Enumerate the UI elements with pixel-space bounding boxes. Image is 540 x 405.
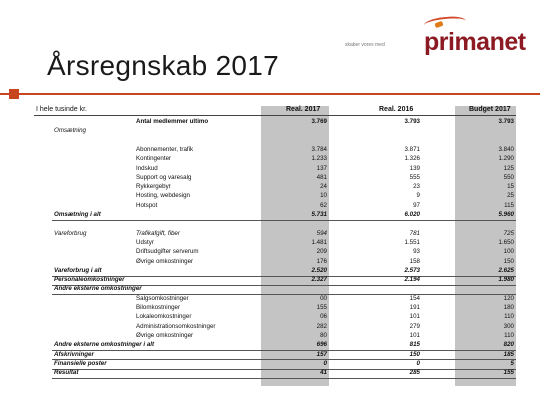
cell-budget-2017: 155: [503, 369, 514, 377]
table-row: [34, 155, 516, 164]
cell-real-2017: 24: [320, 183, 327, 191]
table-row: [34, 192, 516, 201]
logo-tagline: skaber vores med: [345, 42, 385, 48]
cell-real-2017: 06: [320, 313, 327, 321]
cell-real-2017: 155: [316, 304, 327, 311]
table-row: [34, 118, 516, 127]
row-item-label: Support og varesalg: [136, 173, 192, 181]
table-row: [34, 220, 516, 229]
column-header-real-2017: Real. 2017: [286, 106, 321, 113]
row-item-label: Hosting, webdesign: [136, 192, 191, 200]
cell-real-2016: 555: [409, 173, 420, 181]
table-row: [34, 211, 516, 220]
cell-budget-2017: 725: [503, 229, 514, 237]
row-item-label: Driftsudgifter serverum: [136, 248, 199, 256]
cell-real-2016: 154: [409, 294, 420, 302]
cell-real-2016: 3.793: [404, 118, 420, 125]
cell-real-2016: 97: [413, 201, 420, 209]
cell-budget-2017: 820: [503, 341, 514, 349]
cell-real-2017: 594: [316, 229, 327, 237]
cell-real-2016: 191: [409, 304, 420, 311]
cell-budget-2017: 1.650: [498, 238, 514, 246]
row-group-label: Andre eksterne omkostninger: [54, 285, 142, 293]
row-item-label: Hotspot: [136, 201, 158, 209]
row-group-label: Finansielle poster: [54, 359, 107, 367]
table-row: [34, 267, 516, 276]
cell-real-2017: 157: [316, 350, 327, 358]
cell-budget-2017: 110: [504, 331, 514, 339]
row-item-label: Bilomkostninger: [136, 304, 181, 311]
table-row: [34, 341, 516, 350]
cell-real-2017: 696: [316, 341, 327, 349]
cell-budget-2017: 3.840: [498, 145, 514, 153]
row-group-label: Vareforbrug i alt: [54, 266, 102, 274]
cell-real-2016: 158: [409, 257, 420, 265]
cell-real-2016: 9: [416, 192, 420, 200]
row-item-label: Lokaleomkostninger: [136, 313, 192, 321]
table-row: [34, 323, 516, 332]
primanet-logo: [424, 28, 526, 57]
table-row: [34, 276, 516, 285]
cell-budget-2017: 115: [504, 201, 514, 209]
row-group-label: Resultat: [54, 369, 79, 377]
row-item-label: Rykkergebyr: [136, 183, 171, 191]
cell-real-2017: 0: [323, 359, 327, 367]
row-item-label: Salgsomkostninger: [136, 294, 189, 302]
column-header-real-2016: Real. 2016: [379, 106, 414, 113]
cell-budget-2017: 150: [503, 257, 514, 265]
row-group-label: Vareforbrug: [54, 229, 87, 237]
header-left-label: I hele tusinde kr.: [36, 106, 87, 113]
cell-real-2016: 6.020: [404, 211, 420, 218]
table-row: [34, 202, 516, 211]
column-header-budget-2017: Budget 2017: [469, 106, 511, 113]
cell-real-2017: 481: [316, 173, 327, 181]
slide-title: Årsregnskab 2017: [47, 50, 280, 81]
row-group-label: Omsætning: [54, 127, 86, 135]
cell-budget-2017: 300: [503, 322, 514, 330]
cell-real-2016: 1.326: [404, 155, 420, 163]
cell-real-2017: 3.769: [311, 118, 327, 125]
cell-budget-2017: 100: [503, 248, 514, 256]
cell-real-2016: 101: [409, 313, 420, 321]
cell-budget-2017: 1.290: [498, 155, 514, 163]
table-row: [34, 146, 516, 155]
table-row: [34, 295, 516, 304]
row-item-label: Kontingenter: [136, 155, 172, 163]
table-row: [34, 258, 516, 267]
cell-real-2016: 2.194: [404, 276, 420, 284]
row-item-label: Administrationsomkostninger: [136, 322, 216, 330]
financial-table: [34, 106, 516, 386]
cell-real-2017: 137: [316, 164, 327, 172]
table-row: [34, 360, 516, 369]
table-row: [34, 137, 516, 146]
cell-real-2016: 279: [409, 322, 420, 330]
cell-real-2016: 285: [409, 369, 420, 377]
cell-budget-2017: 25: [507, 192, 514, 200]
row-item-label: Trafikafgift, fiber: [136, 229, 180, 237]
cell-real-2017: 2.520: [311, 266, 327, 274]
table-row: [34, 369, 516, 378]
cell-real-2017: 41: [320, 369, 327, 377]
cell-budget-2017: 5.960: [498, 211, 514, 218]
row-underline: [52, 378, 516, 379]
cell-real-2016: 150: [409, 350, 420, 358]
cell-real-2017: 3.784: [311, 145, 327, 153]
cell-real-2016: 3.871: [404, 145, 420, 153]
cell-real-2017: 2.327: [311, 276, 327, 284]
row-group-label: Afskrivninger: [54, 350, 94, 358]
cell-budget-2017: 1.980: [498, 276, 514, 284]
cell-real-2016: 23: [413, 183, 420, 191]
cell-real-2017: 00: [320, 294, 327, 302]
cell-real-2016: 93: [413, 248, 420, 256]
cell-real-2016: 101: [409, 331, 420, 339]
cell-budget-2017: 550: [503, 173, 514, 181]
table-row: [34, 165, 516, 174]
cell-real-2016: 781: [409, 229, 420, 237]
cell-real-2016: 2.573: [404, 266, 420, 274]
cell-budget-2017: 125: [503, 164, 514, 172]
table-row: [34, 304, 516, 313]
table-row: [34, 351, 516, 360]
cell-budget-2017: 15: [507, 183, 514, 191]
table-row: [34, 183, 516, 192]
cell-real-2017: 1.481: [311, 238, 327, 246]
table-row: [34, 174, 516, 183]
row-item-label: Øvrige omkostninger: [136, 257, 194, 265]
row-item-label: Øvrige omkostninger: [136, 331, 194, 339]
cell-real-2017: 282: [316, 322, 327, 330]
cell-real-2016: 1.551: [404, 238, 420, 246]
title-divider: [0, 93, 540, 95]
cell-budget-2017: 185: [503, 350, 514, 358]
cell-budget-2017: 5: [510, 359, 514, 367]
table-row: [34, 127, 516, 136]
cell-real-2016: 139: [409, 164, 420, 172]
logo-text: primanet: [424, 28, 526, 56]
header-underline: [34, 115, 516, 116]
table-row: [34, 313, 516, 322]
cell-real-2017: 5.731: [311, 211, 327, 218]
row-group-label: Personaleomkostninger: [54, 276, 125, 284]
cell-budget-2017: 120: [503, 294, 514, 302]
cell-real-2017: 62: [320, 201, 327, 209]
cell-real-2017: 1.233: [311, 155, 327, 163]
cell-real-2016: 0: [416, 359, 420, 367]
cell-real-2017: 80: [320, 331, 327, 339]
divider-square-icon: [9, 89, 19, 99]
cell-real-2017: 176: [316, 257, 327, 265]
row-item-label: Antal medlemmer ultimo: [136, 118, 209, 125]
cell-real-2016: 815: [409, 341, 420, 349]
cell-budget-2017: 2.625: [498, 266, 514, 274]
table-row: [34, 230, 516, 239]
row-group-label: Andre eksterne omkostninger i alt: [54, 341, 155, 349]
table-row: [34, 332, 516, 341]
cell-real-2017: 10: [320, 192, 327, 200]
row-item-label: Abonnementer, trafik: [136, 145, 194, 153]
table-row: [34, 285, 516, 294]
table-row: [34, 239, 516, 248]
row-item-label: Indskud: [136, 164, 158, 172]
cell-budget-2017: 3.793: [498, 118, 514, 125]
cell-budget-2017: 180: [503, 304, 514, 311]
cell-real-2017: 209: [316, 248, 327, 256]
row-group-label: Omsætning i alt: [54, 211, 101, 218]
table-row: [34, 248, 516, 257]
row-item-label: Udstyr: [136, 238, 154, 246]
cell-budget-2017: 110: [504, 313, 514, 321]
